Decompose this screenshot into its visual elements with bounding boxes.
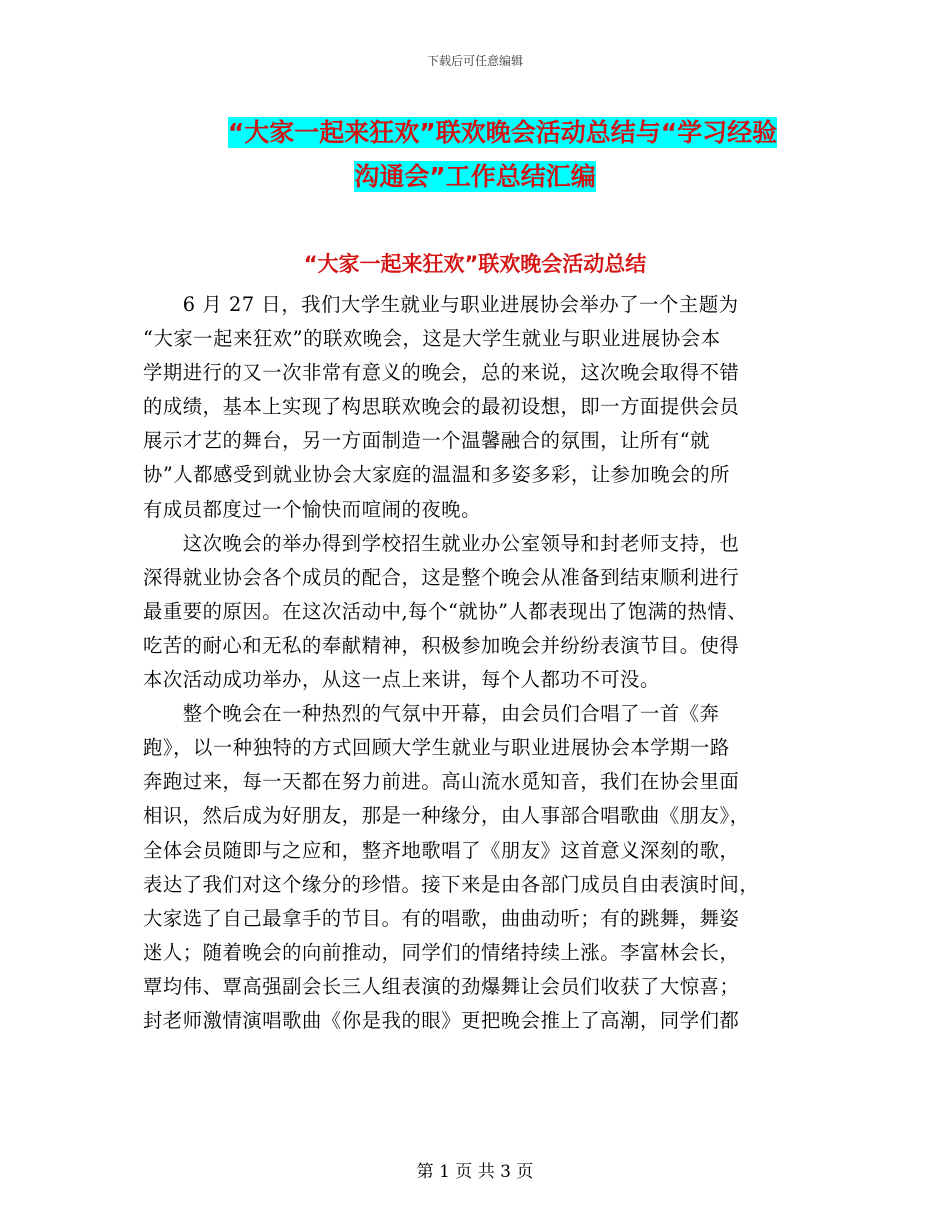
text-line: 最重要的原因。在这次活动中,每个“就协”人都表现出了饱满的热情、 xyxy=(143,599,748,623)
text-line: 深得就业协会各个成员的配合，这是整个晚会从准备到结束顺利进行 xyxy=(143,565,740,589)
body-text xyxy=(143,288,803,1038)
text-line: 协”人都感受到就业协会大家庭的温温和多姿多彩，让参加晚会的所 xyxy=(143,463,731,487)
text-line: 覃均伟、覃高强副会长三人组表演的劲爆舞让会员们收获了大惊喜； xyxy=(143,974,740,998)
text-line: 有成员都度过一个愉快而喧闹的夜晚。 xyxy=(143,497,481,521)
page-header: 下载后可任意编辑 xyxy=(426,54,523,68)
text-line: 表达了我们对这个缘分的珍惜。接下来是由各部门成员自由表演时间， xyxy=(143,872,760,896)
document-title-line-2: 沟通会”工作总结汇编 xyxy=(354,162,596,191)
paragraph-1 xyxy=(143,288,803,527)
text-line: 6 月 27 日，我们大学生就业与职业进展协会举办了一个主题为 xyxy=(143,293,739,316)
document-title xyxy=(0,111,950,199)
text-line: 大家选了自己最拿手的节目。有的唱歌，曲曲动听；有的跳舞，舞姿 xyxy=(143,906,740,930)
text-line: 跑》，以一种独特的方式回顾大学生就业与职业进展协会本学期一路 xyxy=(143,736,730,760)
text-line: 封老师激情演唱歌曲《你是我的眼》更把晚会推上了高潮，同学们都 xyxy=(143,1008,740,1032)
document-title-line-1: “大家一起来狂欢”联欢晚会活动总结与“学习经验 xyxy=(227,118,778,147)
text-line: 本次活动成功举办，从这一点上来讲，每个人都功不可没。 xyxy=(143,668,660,692)
section-title: “大家一起来狂欢”联欢晚会活动总结 xyxy=(303,252,647,276)
text-line: 奔跑过来，每一天都在努力前进。高山流水觅知音，我们在协会里面 xyxy=(143,770,740,794)
paragraph-3 xyxy=(143,697,803,1038)
text-line: 学期进行的又一次非常有意义的晚会，总的来说，这次晚会取得不错 xyxy=(143,361,740,385)
text-line: 相识，然后成为好朋友，那是一种缘分，由人事部合唱歌曲《朋友》， xyxy=(143,804,750,828)
text-line: 吃苦的耐心和无私的奉献精神，积极参加晚会并纷纷表演节目。使得 xyxy=(143,633,740,657)
text-line: 全体会员随即与之应和，整齐地歌唱了《朋友》这首意义深刻的歌， xyxy=(143,838,740,862)
text-line: 的成绩，基本上实现了构思联欢晚会的最初设想，即一方面提供会员 xyxy=(143,395,740,419)
page-number: 第 1 页 共 3 页 xyxy=(416,1162,534,1182)
text-line: 迷人；随着晚会的向前推动，同学们的情绪持续上涨。李富林会长， xyxy=(143,940,740,964)
text-line: “大家一起来狂欢”的联欢晚会，这是大学生就业与职业进展协会本 xyxy=(143,327,721,351)
text-line: 整个晚会在一种热烈的气氛中开幕，由会员们合唱了一首《奔 xyxy=(143,702,720,726)
paragraph-2 xyxy=(143,527,803,697)
text-line: 展示才艺的舞台，另一方面制造一个温馨融合的氛围，让所有“就 xyxy=(143,429,711,453)
text-line: 这次晚会的举办得到学校招生就业办公室领导和封老师支持，也 xyxy=(143,531,740,555)
